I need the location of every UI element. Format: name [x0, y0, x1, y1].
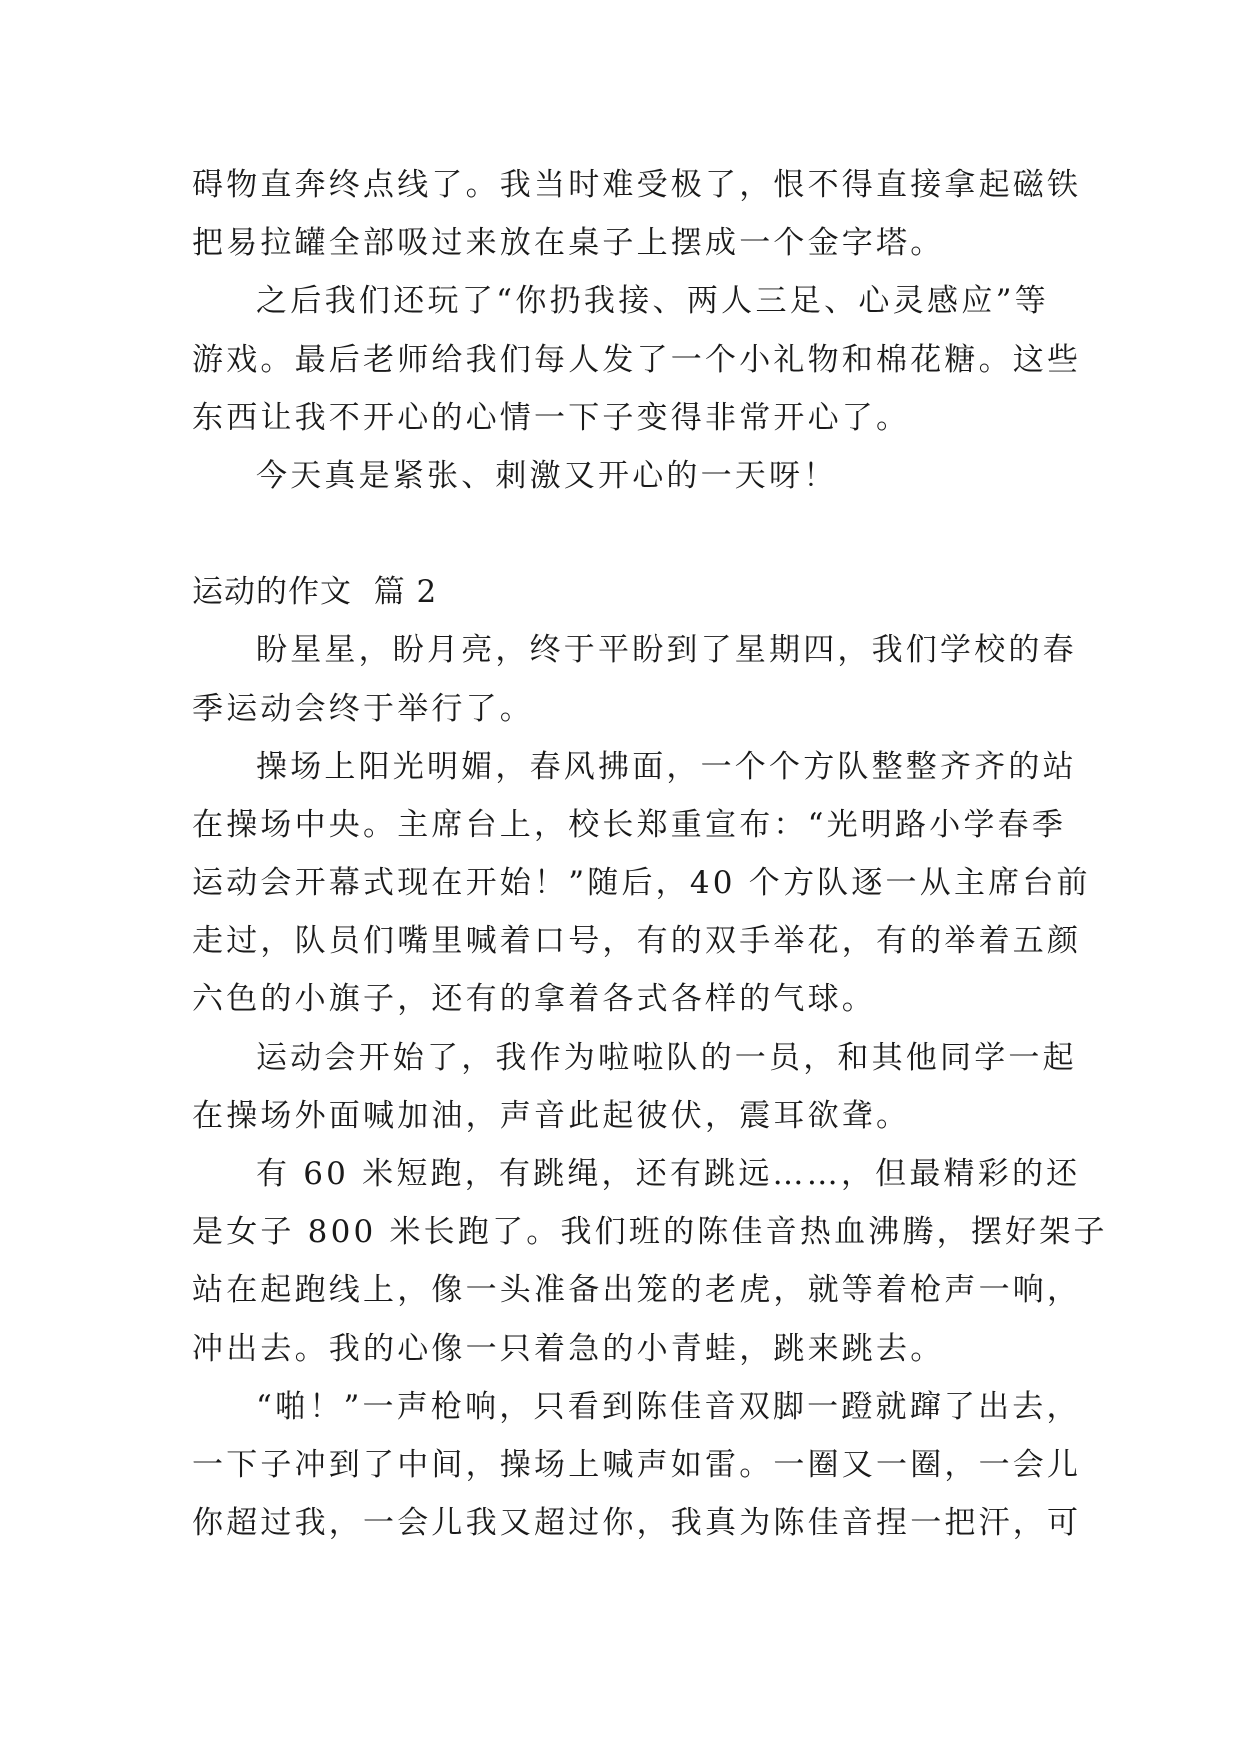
text-line: 六色的小旗子，还有的拿着各式各样的气球。	[192, 981, 876, 1018]
paragraph	[192, 447, 1049, 505]
text-line: 运动会开始了，我作为啦啦队的一员，和其他同学一起	[256, 1039, 1077, 1076]
text-line: 操场上阳光明媚，春风拂面，一个个方队整整齐齐的站	[256, 748, 1077, 785]
text-line: 你超过我，一会儿我又超过你，我真为陈佳音捏一把汗，可	[192, 1505, 1082, 1542]
text-line: 季运动会终于举行了。	[192, 690, 534, 727]
text-line: 在操场中央。主席台上，校长郑重宣布：“光明路小学春季	[192, 806, 1067, 843]
paragraph	[192, 1378, 1082, 1553]
text-line: 一下子冲到了中间，操场上喊声如雷。一圈又一圈，一会儿	[192, 1446, 1082, 1483]
text-line: 运动会开幕式现在开始！”随后，40 个方队逐一从主席台前	[192, 865, 1091, 902]
text-line: 今天真是紧张、刺激又开心的一天呀！	[256, 457, 838, 494]
text-line: “啪！”一声枪响，只看到陈佳音双脚一蹬就蹿了出去，	[256, 1388, 1081, 1425]
section-spacer	[192, 505, 1049, 563]
text-line: 游戏。最后老师给我们每人发了一个小礼物和棉花糖。这些	[192, 341, 1082, 378]
paragraph	[192, 1029, 1077, 1145]
text-line: 把易拉罐全部吸过来放在桌子上摆成一个金字塔。	[192, 225, 945, 262]
document-page	[192, 156, 1108, 1552]
paragraph	[192, 1145, 1108, 1378]
text-line: 盼星星，盼月亮，终于平盼到了星期四，我们学校的春	[256, 632, 1077, 669]
paragraph	[192, 156, 1082, 272]
paragraph	[192, 621, 1077, 737]
text-line: 有 60 米短跑，有跳绳，还有跳远……，但最精彩的还	[256, 1156, 1081, 1192]
text-line: 之后我们还玩了“你扔我接、两人三足、心灵感应”等	[256, 283, 1049, 320]
paragraph	[192, 738, 1091, 1029]
text-line: 走过，队员们嘴里喊着口号，有的双手举花，有的举着五颜	[192, 923, 1082, 960]
text-line: 碍物直奔终点线了。我当时难受极了，恨不得直接拿起磁铁	[192, 167, 1082, 203]
text-line: 是女子 800 米长跑了。我们班的陈佳音热血沸腾，摆好架子	[192, 1214, 1108, 1251]
text-line: 在操场外面喊加油，声音此起彼伏，震耳欲聋。	[192, 1097, 911, 1134]
text-line: 冲出去。我的心像一只着急的小青蛙，跳来跳去。	[192, 1330, 945, 1367]
text-line: 东西让我不开心的心情一下子变得非常开心了。	[192, 399, 911, 436]
text-line: 站在起跑线上，像一头准备出笼的老虎，就等着枪声一响，	[192, 1272, 1082, 1309]
section-heading: 运动的作文 篇 2	[192, 574, 438, 611]
paragraph	[192, 272, 1082, 447]
